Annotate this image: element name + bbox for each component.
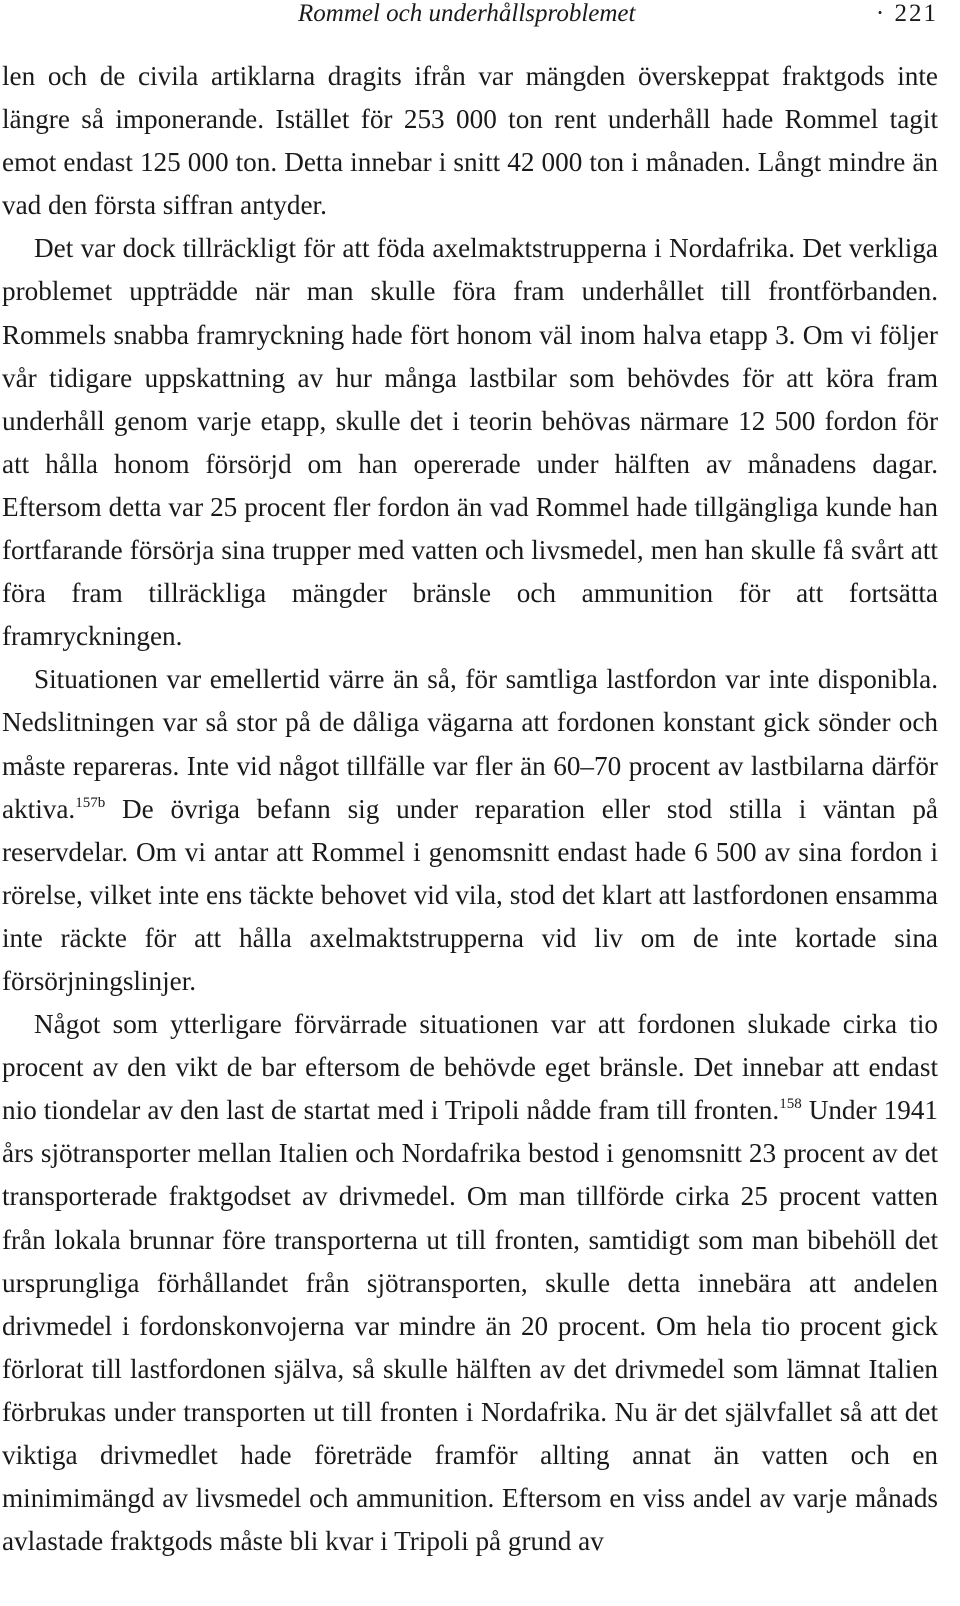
paragraph-text: Situationen var emellertid värre än så, för samtliga lastfordon var inte disponibla. Nedslitningen var så stor på de dåliga vägarna att fordonen konstant gick sönder och måste repareras. Inte vid något tillfälle var fler än 60–70 procent av lastbilarna därför aktiva. (2, 664, 938, 824)
body-text (2, 55, 938, 1563)
paragraph-text: Något som ytterligare förvärrade situationen var att fordonen slukade cirka tio procent av den vikt de bar eftersom de behövde eget bränsle. Det innebar att endast nio tiondelar av den last de startat med i Tripoli nådde fram till fronten. (2, 1009, 938, 1126)
paragraph-text: De övriga befann sig under reparation eller stod stilla i väntan på reservdelar. Om vi antar att Rommel i genomsnitt endast hade 6 500 av sina fordon i rörelse, vilket inte ens täckte behovet vid vila, stod det klart att lastfordonen ensamma inte räckte för att hålla axelmaktstrupperna vid liv om de inte kortade sina försörjningslinjer. (2, 793, 938, 996)
page-number: · 221 (875, 0, 938, 27)
paragraph-text: Under 1941 års sjötransporter mellan Italien och Nordafrika bestod i genomsnitt 23 procent av det transporterade fraktgodset av drivmedel. Om man tillförde cirka 25 procent vatten från lokala brunnar före transporterna ut till fronten, samtidigt som man bibehöll det ursprungliga förhållandet från sjötransporten, skulle detta innebära att andelen drivmedel i fordonskonvojerna var mindre än 20 procent. Om hela tio procent gick förlorat till lastfordonen själva, så skulle hälften av det drivmedel som lämnat Italien förbrukas under transporten ut till fronten i Nordafrika. Nu är det självfallet så att det viktiga drivmedlet hade företräde framför allting annat än vatten och en minimimängd av livsmedel och ammunition. Eftersom en viss andel av varje månads avlastade fraktgods måste bli kvar i Tripoli på grund av (2, 1095, 939, 1557)
running-header (0, 0, 960, 30)
footnote-ref[interactable]: 158 (779, 1096, 802, 1113)
footnote-ref[interactable]: 157b (75, 794, 106, 811)
paragraph (2, 658, 938, 1003)
paragraph (2, 1003, 938, 1563)
paragraph-continued: len och de civila artiklarna dragits ifrån var mängden överskeppat fraktgods inte längre så imponerande. Istället för 253 000 ton rent underhåll hade Rommel tagit emot endast 125 000 ton. Detta innebar i snitt 42 000 ton i månaden. Långt mindre än vad den första siffran antyder. (2, 61, 938, 221)
paragraph-text: Det var dock tillräckligt för att föda axelmaktstrupperna i Nordafrika. Det verkliga problemet uppträdde när man skulle föra fram underhållet till frontförbanden. Rommels snabba framryckning hade fört honom väl inom halva etapp 3. Om vi följer vår tidigare uppskattning av hur många lastbilar som behövdes för att köra fram underhåll genom varje etapp, skulle det i teorin behövas närmare 12 500 fordon för att hålla honom försörjd om han opererade under hälften av månadens dagar. Eftersom detta var 25 procent fler fordon än vad Rommel hade tillgängliga kunde han fortfarande försörja sina trupper med vatten och livsmedel, men han skulle få svårt att föra fram tillräckliga mängder bränsle och ammunition för att fortsätta framryckningen. (2, 233, 938, 652)
running-title: Rommel och underhållsproblemet (298, 0, 636, 27)
paragraph (2, 227, 938, 658)
